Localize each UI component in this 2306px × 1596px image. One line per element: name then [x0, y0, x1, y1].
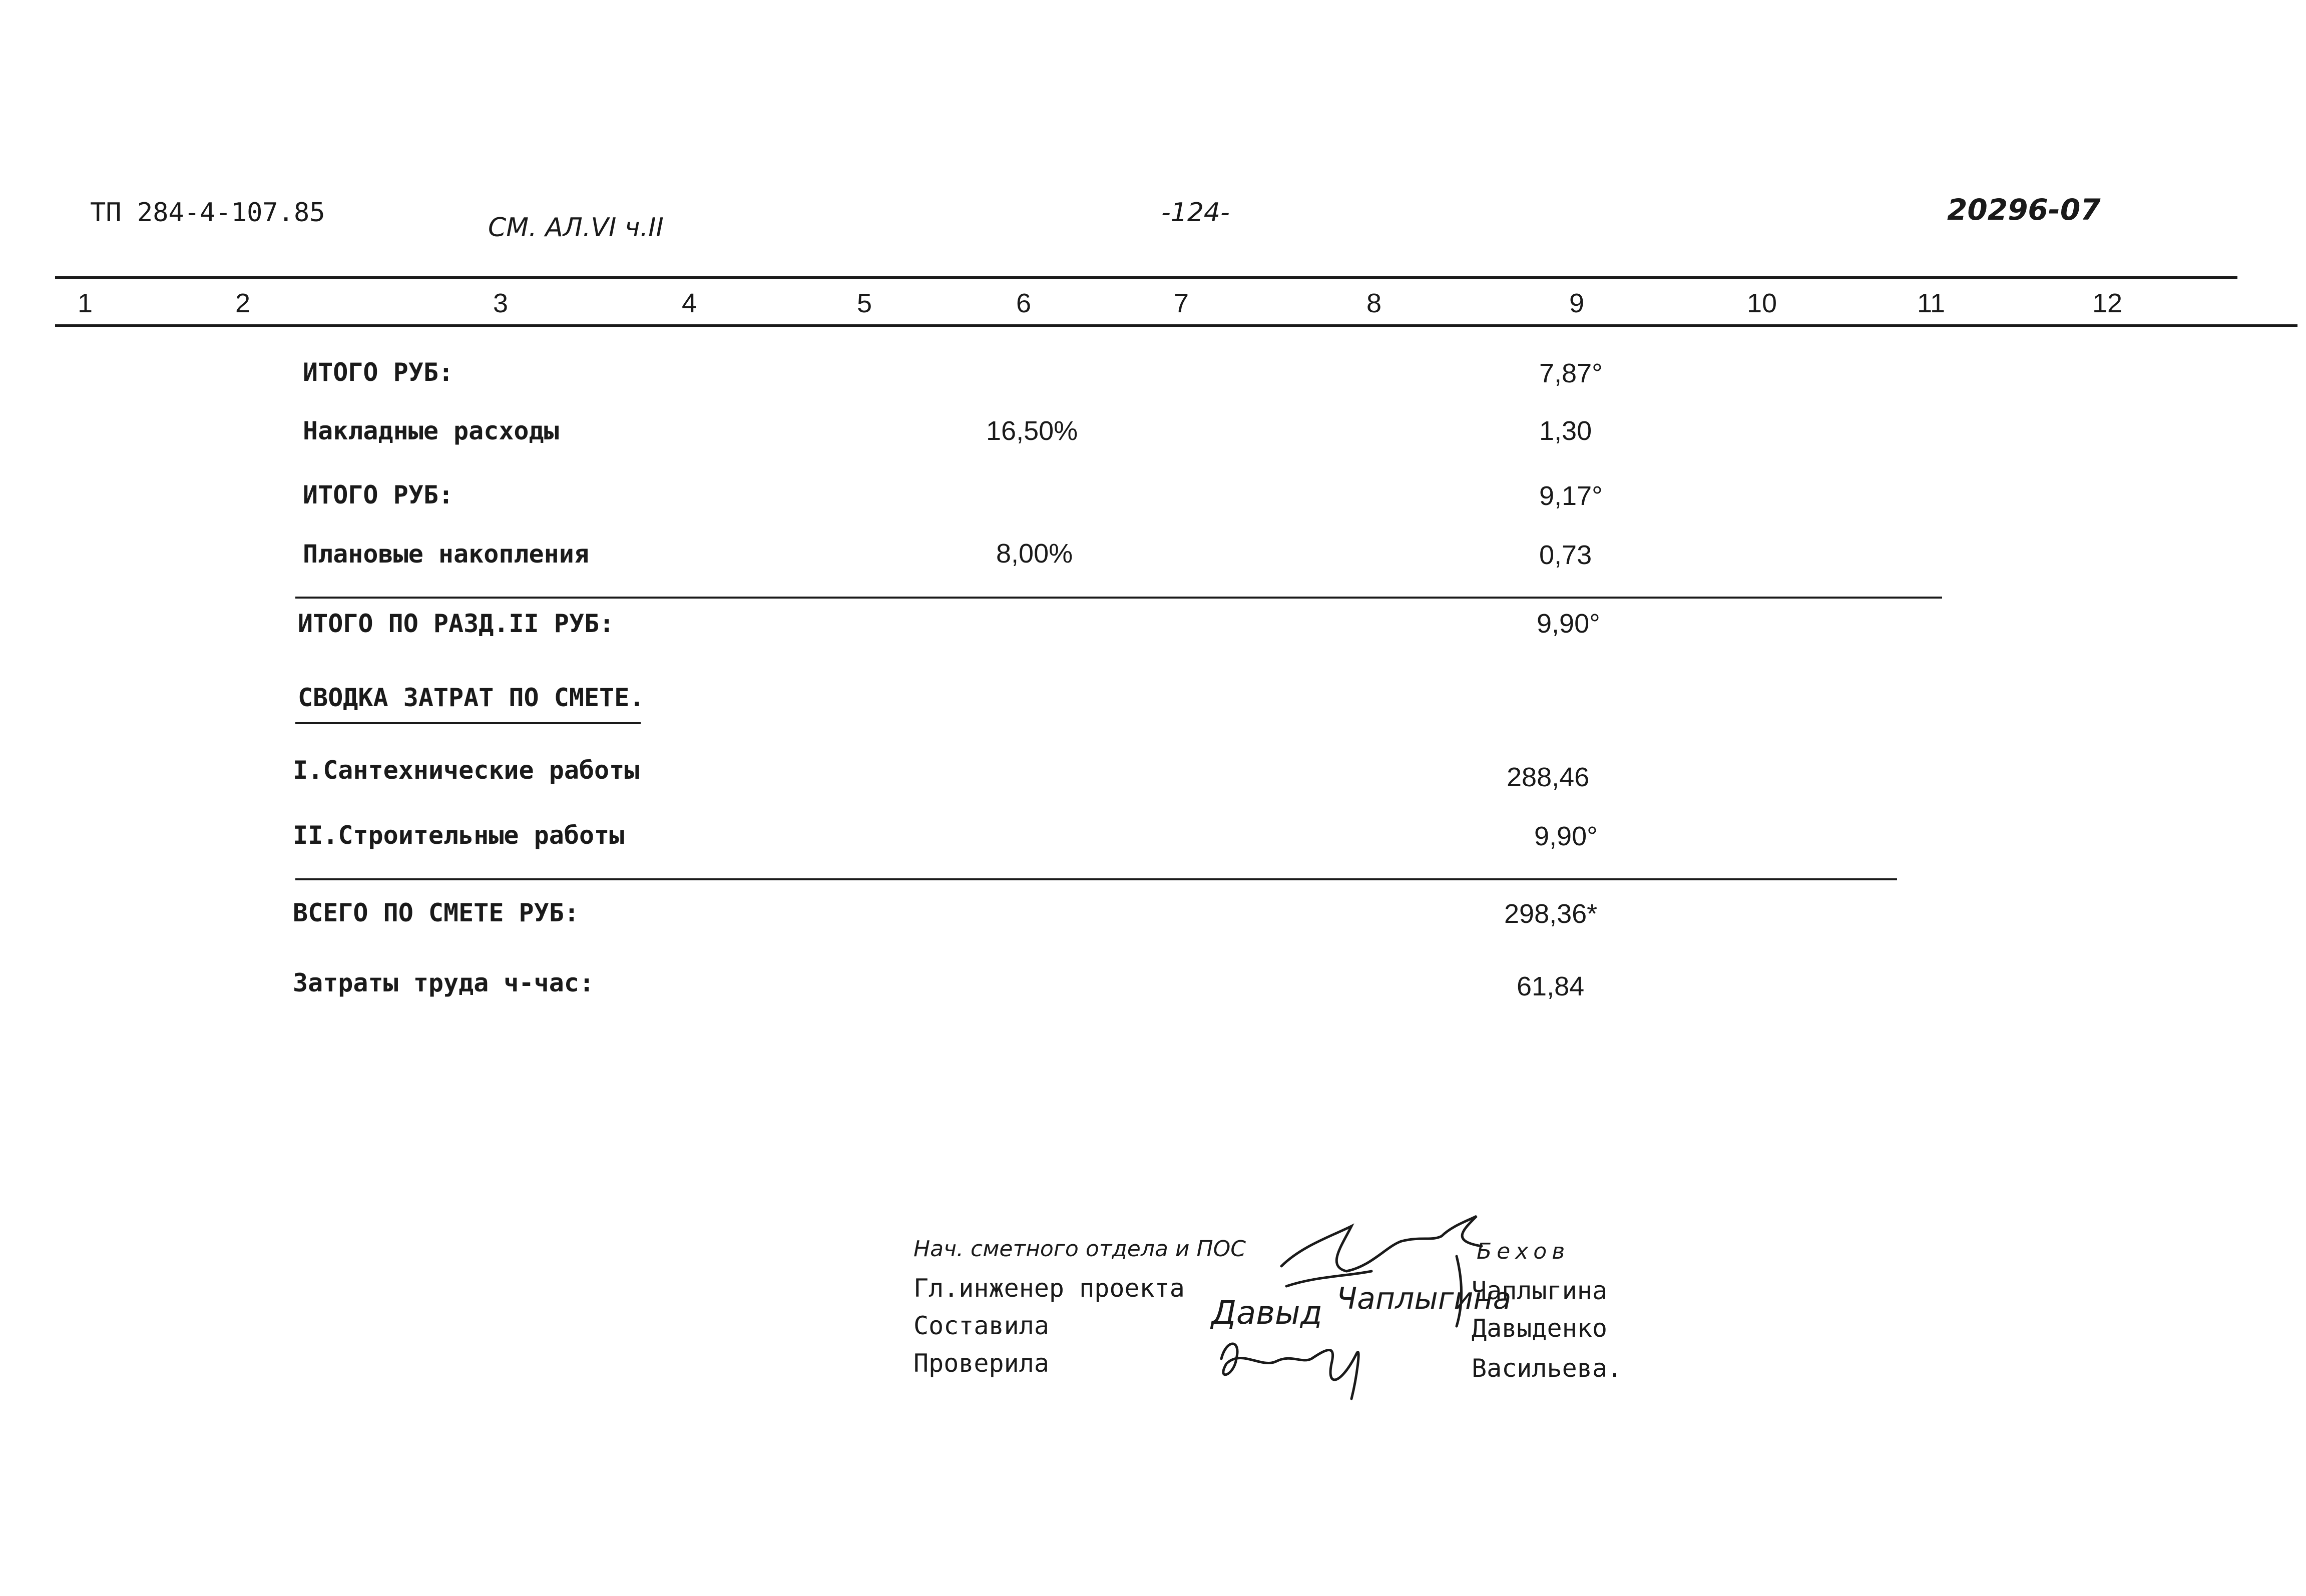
signature-role: Гл.инженер проекта — [913, 1274, 1185, 1303]
handwritten-signature-2 — [1206, 1289, 1387, 1404]
row-label: ИТОГО РУБ: — [303, 480, 454, 509]
summary-item-label: I.Сантехнические работы — [293, 756, 640, 785]
summary-item-value: 288,46 — [1507, 762, 1590, 792]
page-number: -124- — [1161, 198, 1230, 228]
row-value: 1,30 — [1539, 416, 1592, 446]
signature-name: Чаплыгина — [1472, 1276, 1607, 1305]
signature-name: Бехов — [1477, 1239, 1570, 1264]
column-number: 10 — [1747, 288, 1777, 318]
grand-total-rule — [295, 878, 1897, 880]
signature-role: Нач. сметного отдела и ПОС — [913, 1236, 1246, 1262]
handwritten-signature-text: Чаплыгина — [1336, 1281, 1512, 1316]
summary-title: СВОДКА ЗАТРАТ ПО СМЕТЕ. — [298, 683, 645, 712]
signature-role: Составила — [913, 1311, 1049, 1340]
column-number: 7 — [1174, 288, 1189, 318]
grand-total-label: ВСЕГО ПО СМЕТЕ РУБ: — [293, 898, 579, 927]
column-number: 9 — [1569, 288, 1585, 318]
table-header-rule — [55, 324, 2297, 327]
signature-role: Проверила — [913, 1349, 1049, 1378]
sheet-reference: СМ. АЛ.VI ч.II — [488, 213, 664, 243]
section-total-rule — [295, 597, 1942, 599]
labor-value: 61,84 — [1517, 971, 1585, 1001]
column-number: 6 — [1016, 288, 1032, 318]
document-code: ТП 284-4-107.85 — [90, 198, 325, 228]
row-percent: 8,00% — [996, 539, 1073, 569]
column-number: 4 — [682, 288, 697, 318]
column-number: 1 — [78, 288, 93, 318]
column-number: 8 — [1366, 288, 1382, 318]
section-total-label: ИТОГО ПО РАЗД.II РУБ: — [298, 609, 615, 638]
labor-label: Затраты труда ч-час: — [293, 968, 595, 997]
column-number: 11 — [1917, 288, 1946, 318]
row-label: Плановые накопления — [303, 540, 589, 569]
row-value: 7,87° — [1539, 358, 1603, 388]
row-value: 0,73 — [1539, 540, 1592, 570]
column-number: 3 — [493, 288, 509, 318]
column-number: 12 — [2092, 288, 2123, 318]
handwritten-signature-text: Давыд — [1211, 1295, 1322, 1332]
row-value: 9,17° — [1539, 481, 1603, 511]
column-number: 5 — [857, 288, 872, 318]
section-total-value: 9,90° — [1537, 609, 1600, 639]
summary-title-underline — [295, 722, 641, 724]
signature-name: Васильева. — [1472, 1354, 1623, 1383]
column-number: 2 — [235, 288, 251, 318]
table-top-rule — [55, 276, 2237, 279]
row-label: ИТОГО РУБ: — [303, 358, 454, 387]
grand-total-value: 298,36* — [1504, 899, 1598, 929]
signature-name: Давыденко — [1472, 1314, 1607, 1343]
row-percent: 16,50% — [986, 416, 1078, 446]
archive-number: 20296-07 — [1947, 193, 2101, 227]
row-label: Накладные расходы — [303, 416, 559, 445]
summary-item-value: 9,90° — [1534, 821, 1598, 851]
summary-item-label: II.Строительные работы — [293, 821, 625, 850]
